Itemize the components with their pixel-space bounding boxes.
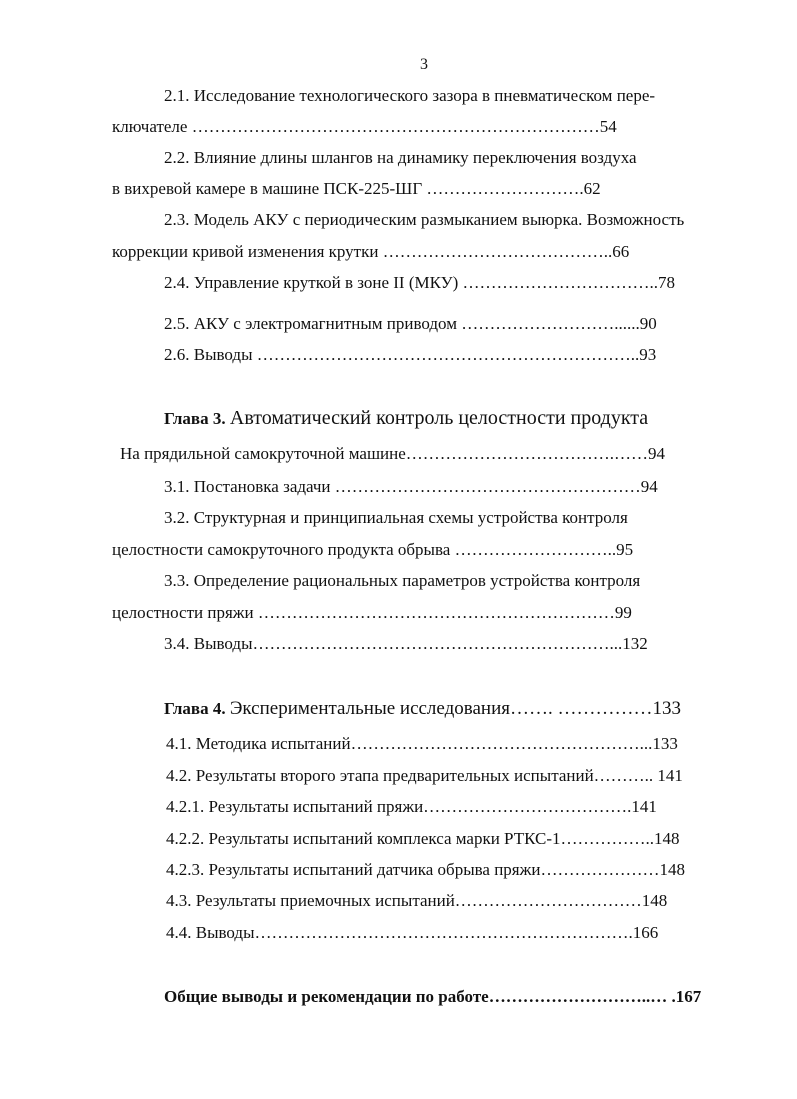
toc-entry-2-5: 2.5. АКУ с электромагнитным приводом ………………………......90 xyxy=(164,314,657,333)
toc-entry-4-3: 4.3. Результаты приемочных испытаний……………………………148 xyxy=(166,891,668,910)
toc-entry-2-6: 2.6. Выводы …………………………………………………………..93 xyxy=(164,345,657,364)
toc-entry-4-2-1: 4.2.1. Результаты испытаний пряжи……………………………….141 xyxy=(166,797,657,816)
toc-entry-3-3-line-1: 3.3. Определение рациональных параметров устройства контроля xyxy=(164,571,641,590)
toc-entry-4-2-2: 4.2.2. Результаты испытаний комплекса марки РТКС-1……………..148 xyxy=(166,829,680,848)
toc-entry-3-4: 3.4. Выводы………………………………………………………...132 xyxy=(164,634,648,653)
toc-entry-4-2-3: 4.2.3. Результаты испытаний датчика обрыва пряжи…………………148 xyxy=(166,860,685,879)
chapter-4-heading xyxy=(164,698,681,720)
general-conclusions-entry: Общие выводы и рекомендации по работе………………………..… .167 xyxy=(164,987,702,1006)
toc-entry-2-2-line-2: в вихревой камере в машине ПСК-225-ШГ ……………………….62 xyxy=(112,179,601,198)
toc-entry-2-3-line-2: коррекции кривой изменения крутки …………………………………..66 xyxy=(112,242,630,261)
page-number: 3 xyxy=(420,56,428,73)
toc-entry-2-3-line-1: 2.3. Модель АКУ с периодическим размыканием выюрка. Возможность xyxy=(164,210,685,229)
toc-entry-4-4: 4.4. Выводы………………………………………………………….166 xyxy=(166,923,659,942)
chapter-4-title: Экспериментальные исследования……. ……………133 xyxy=(229,698,681,719)
chapter-3-title: Автоматический контроль целостности продукта xyxy=(229,407,649,429)
chapter-3-subtitle: На прядильной самокруточной машине……………………………….……94 xyxy=(120,444,666,463)
toc-entry-2-1-line-1: 2.1. Исследование технологического зазора в пневматическом пере- xyxy=(164,86,656,105)
toc-entry-2-1-line-2: ключателе ………………………………………………………………54 xyxy=(112,117,617,136)
toc-entry-3-2-line-1: 3.2. Структурная и принципиальная схемы устройства контроля xyxy=(164,508,628,527)
chapter-3-label: Глава 3. xyxy=(164,409,226,428)
toc-entry-4-2: 4.2. Результаты второго этапа предварительных испытаний……….. 141 xyxy=(166,766,683,785)
toc-entry-3-2-line-2: целостности самокруточного продукта обрыва ………………………..95 xyxy=(112,540,634,559)
toc-entry-4-1: 4.1. Методика испытаний……………………………………………...133 xyxy=(166,734,678,753)
toc-entry-3-1: 3.1. Постановка задачи ………………………………………………94 xyxy=(164,477,658,496)
toc-entry-3-3-line-2: целостности пряжи ………………………………………………………99 xyxy=(112,603,632,622)
toc-entry-2-4: 2.4. Управление круткой в зоне II (МКУ) ……………………………..78 xyxy=(164,273,676,292)
toc-entry-2-2-line-1: 2.2. Влияние длины шлангов на динамику переключения воздуха xyxy=(164,148,637,167)
chapter-3-heading xyxy=(164,407,648,430)
chapter-4-label: Глава 4. xyxy=(164,699,226,718)
